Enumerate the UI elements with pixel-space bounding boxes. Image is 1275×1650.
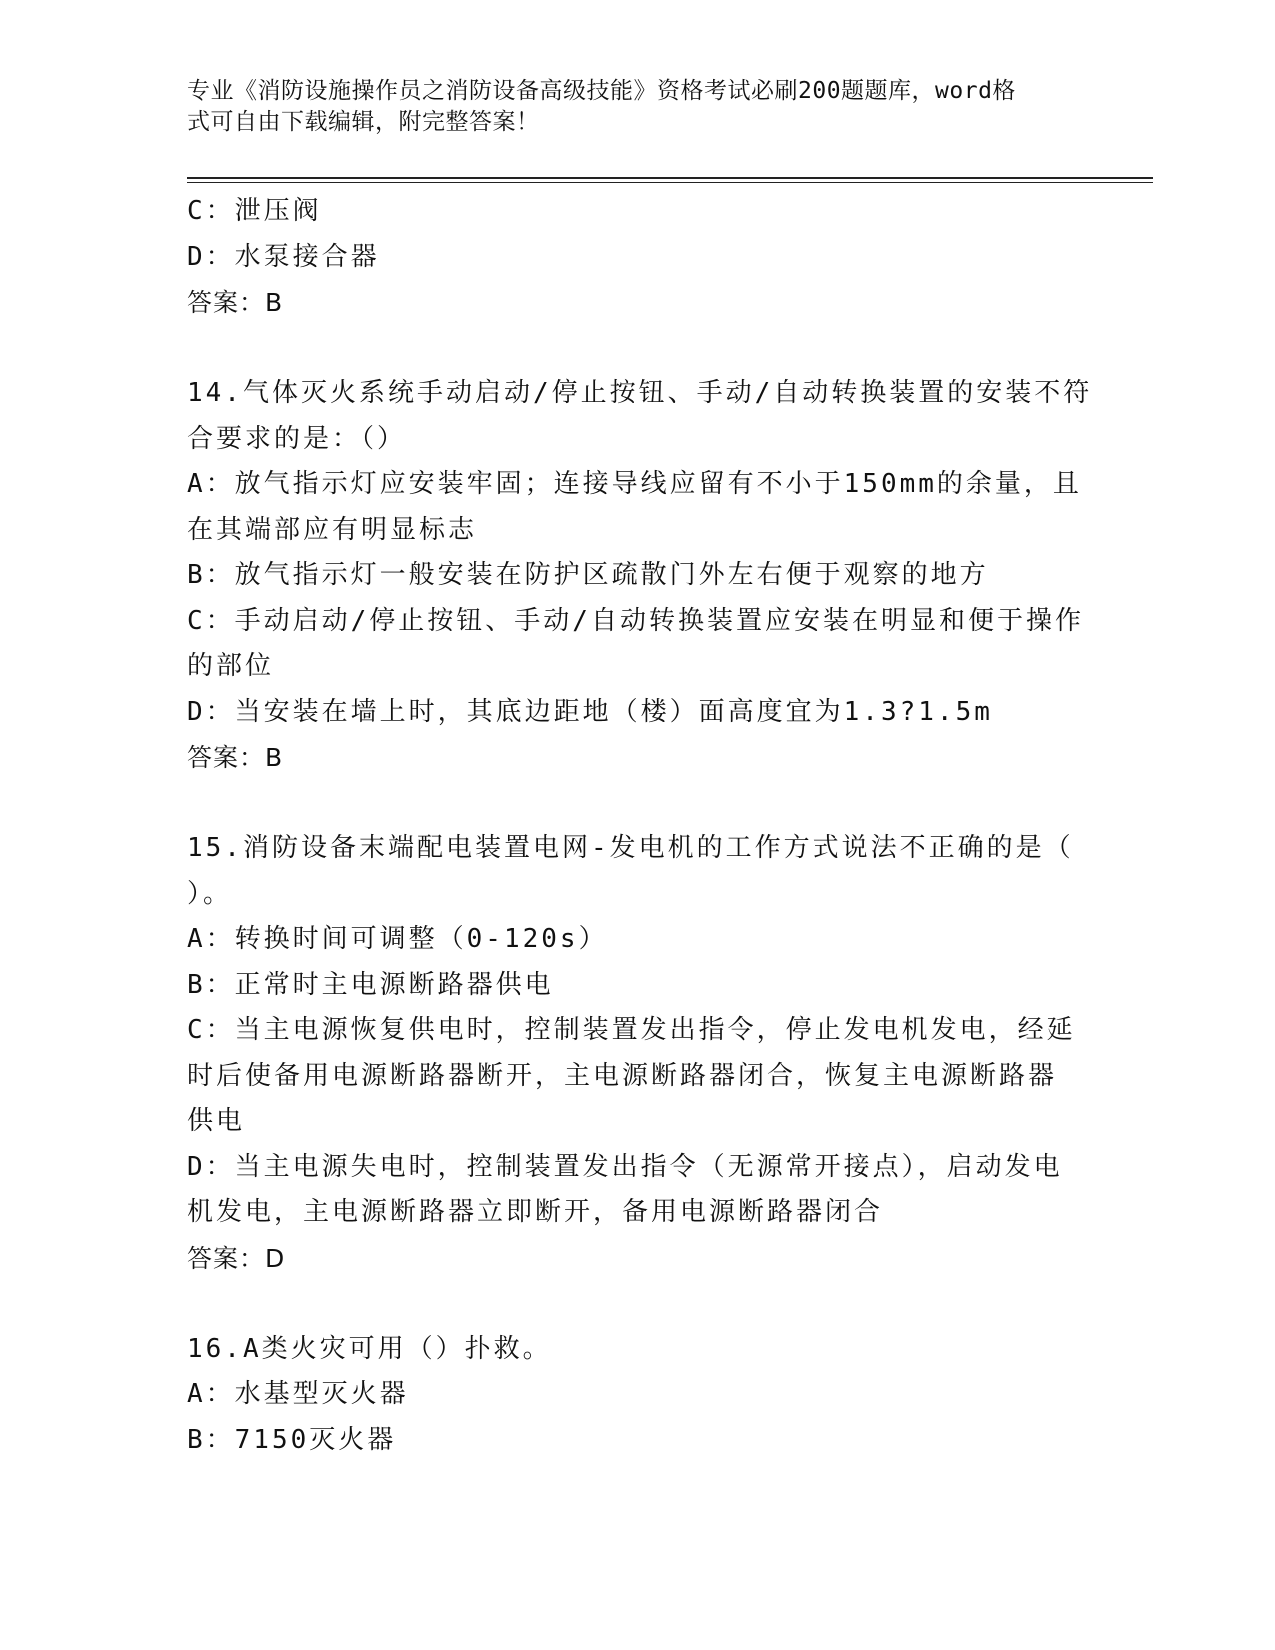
header-divider-thick (187, 177, 1153, 179)
document-header (187, 76, 1067, 138)
option-b: B：7150灭火器 (187, 1424, 397, 1455)
question-14 (187, 371, 1093, 781)
option-a: A：转换时间可调整（0-120s） (187, 924, 608, 954)
spacer (187, 326, 1087, 372)
option-a-cont: 在其端部应有明显标志 (187, 514, 478, 545)
option-a: A：水基型灭火器 (187, 1379, 409, 1409)
option-c-cont: 的部位 (187, 651, 275, 681)
question-15 (187, 826, 1087, 1281)
answer-line: 答案：B (187, 743, 284, 772)
question-stem: 合要求的是：（） (187, 423, 407, 454)
option-c-cont: 供电 (187, 1106, 246, 1136)
option-c: C：手动启动/停止按钮、手动/自动转换装置应安装在明显和便于操作 (187, 605, 1084, 636)
option-b: B：正常时主电源断路器供电 (187, 969, 554, 1000)
question-stem: 14.气体灭火系统手动启动/停止按钮、手动/自动转换装置的安装不符 (187, 378, 1093, 408)
option-a: A：放气指示灯应安装牢固；连接导线应留有不小于150mm的余量，且 (187, 469, 1082, 499)
option-d: D：水泵接合器 (187, 241, 380, 272)
header-divider-thin (187, 182, 1153, 183)
option-d: D：当安装在墙上时，其底边距地（楼）面高度宜为1.3?1.5m (187, 696, 993, 727)
question-stem: 15.消防设备末端配电装置电网-发电机的工作方式说法不正确的是（ (187, 833, 1074, 863)
question-stem: 16.A类火灾可用（）扑救。 (187, 1333, 552, 1364)
header-line: 专业《消防设施操作员之消防设备高级技能》资格考试必刷200题题库，word格 (187, 78, 1016, 104)
spacer (187, 781, 1087, 827)
answer-line: 答案：D (187, 1243, 286, 1273)
header-line: 式可自由下载编辑，附完整答案！ (187, 109, 540, 135)
option-c: C：泄压阀 (187, 196, 322, 226)
question-content (187, 189, 1093, 1463)
option-c-cont: 时后使备用电源断路器断开，主电源断路器闭合，恢复主电源断路器 (187, 1060, 1058, 1091)
answer-line: 答案：B (187, 288, 284, 317)
option-b: B：放气指示灯一般安装在防护区疏散门外左右便于观察的地方 (187, 560, 989, 590)
question-16 (187, 1327, 1087, 1464)
question-stem: ）。 (187, 878, 233, 909)
option-d-cont: 机发电，主电源断路器立即断开，备用电源断路器闭合 (187, 1197, 884, 1227)
spacer (187, 1281, 1087, 1327)
option-d: D：当主电源失电时，控制装置发出指令（无源常开接点），启动发电 (187, 1151, 1063, 1182)
option-c: C：当主电源恢复供电时，控制装置发出指令，停止发电机发电，经延 (187, 1015, 1076, 1045)
question-13-continuation (187, 189, 1087, 326)
